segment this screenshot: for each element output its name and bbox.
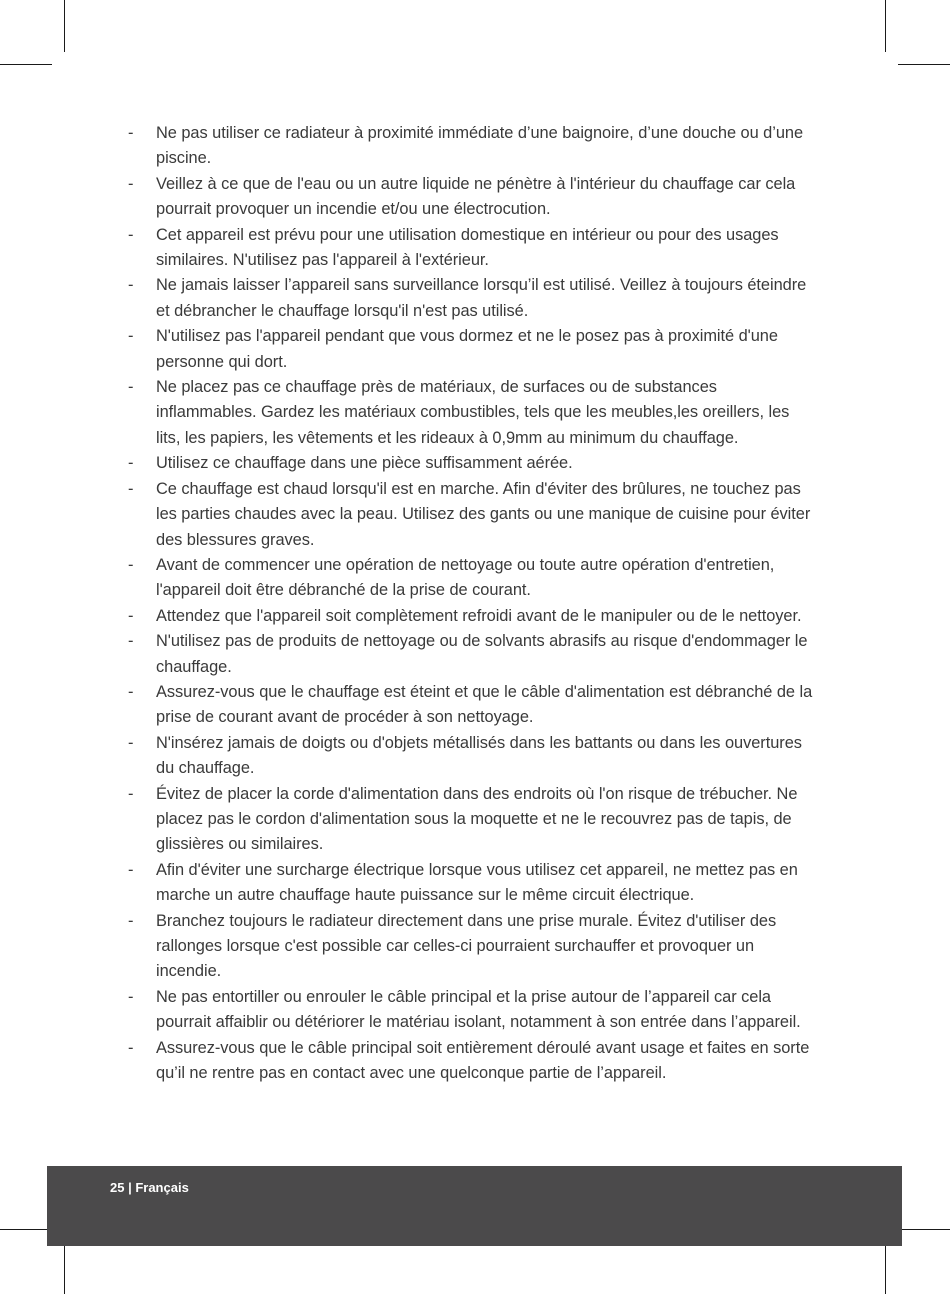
instruction-list <box>113 121 813 1086</box>
list-item <box>113 1036 813 1087</box>
bullet-dash: - <box>128 327 134 346</box>
crop-mark <box>0 1229 52 1230</box>
footer-bar <box>47 1166 902 1246</box>
bullet-dash: - <box>128 225 134 244</box>
item-text: Ne pas utiliser ce radiateur à proximité immédiate d’une baignoire, d’une douche ou d’une piscine. <box>156 124 804 168</box>
item-text: N'utilisez pas l'appareil pendant que vous dormez et ne le posez pas à proximité d'une personne qui dort. <box>156 327 778 371</box>
bullet-dash: - <box>128 860 134 879</box>
list-item <box>113 324 813 375</box>
item-text: Branchez toujours le radiateur directement dans une prise murale. Évitez d'utiliser des rallonges lorsque c'est possible car celles-ci pourraient surchauffer et provoquer un incendie. <box>156 911 777 981</box>
list-item <box>113 680 813 731</box>
bullet-dash: - <box>128 1038 134 1057</box>
crop-mark <box>885 0 886 52</box>
bullet-dash: - <box>128 606 134 625</box>
crop-mark <box>0 64 52 65</box>
list-item <box>113 858 813 909</box>
bullet-dash: - <box>128 378 134 397</box>
crop-mark <box>898 64 950 65</box>
page-number-label: 25 | Français <box>110 1180 189 1195</box>
bullet-dash: - <box>128 987 134 1006</box>
item-text: Attendez que l'appareil soit complètement refroidi avant de le manipuler ou de le nettoyer. <box>156 606 802 625</box>
item-text: Avant de commencer une opération de nettoyage ou toute autre opération d'entretien, l'appareil doit être débranché de la prise de courant. <box>156 555 775 600</box>
list-item <box>113 451 813 476</box>
bullet-dash: - <box>128 454 134 473</box>
item-text: Ne jamais laisser l’appareil sans surveillance lorsqu’il est utilisé. Veillez à toujours éteindre et débrancher le chauffage lorsqu'il n'est pas utilisé. <box>156 276 807 320</box>
list-item <box>113 273 813 324</box>
item-text: N'insérez jamais de doigts ou d'objets métallisés dans les battants ou dans les ouvertures du chauffage. <box>156 733 802 778</box>
item-text: Ne pas entortiller ou enrouler le câble principal et la prise autour de l’appareil car cela pourrait affaiblir ou détériorer le matériau isolant, notamment à son entrée dans l’appareil. <box>156 987 801 1032</box>
bullet-dash: - <box>128 276 134 295</box>
list-item <box>113 604 813 629</box>
item-text: Assurez-vous que le chauffage est éteint et que le câble d'alimentation est débranché de la prise de courant avant de procéder à son nettoyage. <box>156 682 813 727</box>
bullet-dash: - <box>128 124 134 142</box>
crop-mark <box>64 0 65 52</box>
bullet-dash: - <box>128 174 134 193</box>
bullet-dash: - <box>128 555 134 574</box>
list-item <box>113 375 813 451</box>
bullet-dash: - <box>128 682 134 701</box>
item-text: Évitez de placer la corde d'alimentation dans des endroits où l'on risque de trébucher. Ne placez pas le cordon d'alimentation sous la moquette et ne le recouvrez pas de tapis, de glissières ou similaires. <box>156 784 798 854</box>
item-text: Ne placez pas ce chauffage près de matériaux, de surfaces ou de substances inflammables. Gardez les matériaux combustibles, tels que les meubles,les oreillers, les lits, les papiers, les vêtements et les rideaux à 0,9mm au minimum du chauffage. <box>156 378 790 447</box>
bullet-dash: - <box>128 784 134 803</box>
bullet-dash: - <box>128 632 134 651</box>
list-item <box>113 172 813 223</box>
bullet-dash: - <box>128 733 134 752</box>
item-text: Assurez-vous que le câble principal soit entièrement déroulé avant usage et faites en sorte qu’il ne rentre pas en contact avec une quelconque partie de l’appareil. <box>156 1038 810 1083</box>
item-text: Afin d'éviter une surcharge électrique lorsque vous utilisez cet appareil, ne mettez pas en marche un autre chauffage haute puissance sur le même circuit électrique. <box>156 860 798 905</box>
crop-mark <box>64 1242 65 1294</box>
list-item <box>113 629 813 680</box>
list-item <box>113 782 813 858</box>
list-item <box>113 909 813 985</box>
list-item <box>113 223 813 274</box>
item-text: Cet appareil est prévu pour une utilisation domestique en intérieur ou pour des usages similaires. N'utilisez pas l'appareil à l'extérieur. <box>156 225 779 270</box>
bullet-dash: - <box>128 479 134 498</box>
list-item <box>113 121 813 172</box>
crop-mark <box>885 1242 886 1294</box>
item-text: N'utilisez pas de produits de nettoyage ou de solvants abrasifs au risque d'endommager le chauffage. <box>156 632 808 676</box>
safety-instructions <box>113 121 813 1086</box>
list-item <box>113 731 813 782</box>
list-item <box>113 553 813 604</box>
list-item <box>113 477 813 553</box>
list-item <box>113 985 813 1036</box>
item-text: Ce chauffage est chaud lorsqu'il est en marche. Afin d'éviter des brûlures, ne touchez pas les parties chaudes avec la peau. Utilisez des gants ou une manique de cuisine pour éviter des blessures graves. <box>156 479 811 549</box>
crop-mark <box>898 1229 950 1230</box>
bullet-dash: - <box>128 911 134 930</box>
item-text: Veillez à ce que de l'eau ou un autre liquide ne pénètre à l'intérieur du chauffage car cela pourrait provoquer un incendie et/ou une électrocution. <box>156 174 796 219</box>
item-text: Utilisez ce chauffage dans une pièce suffisamment aérée. <box>156 454 573 473</box>
